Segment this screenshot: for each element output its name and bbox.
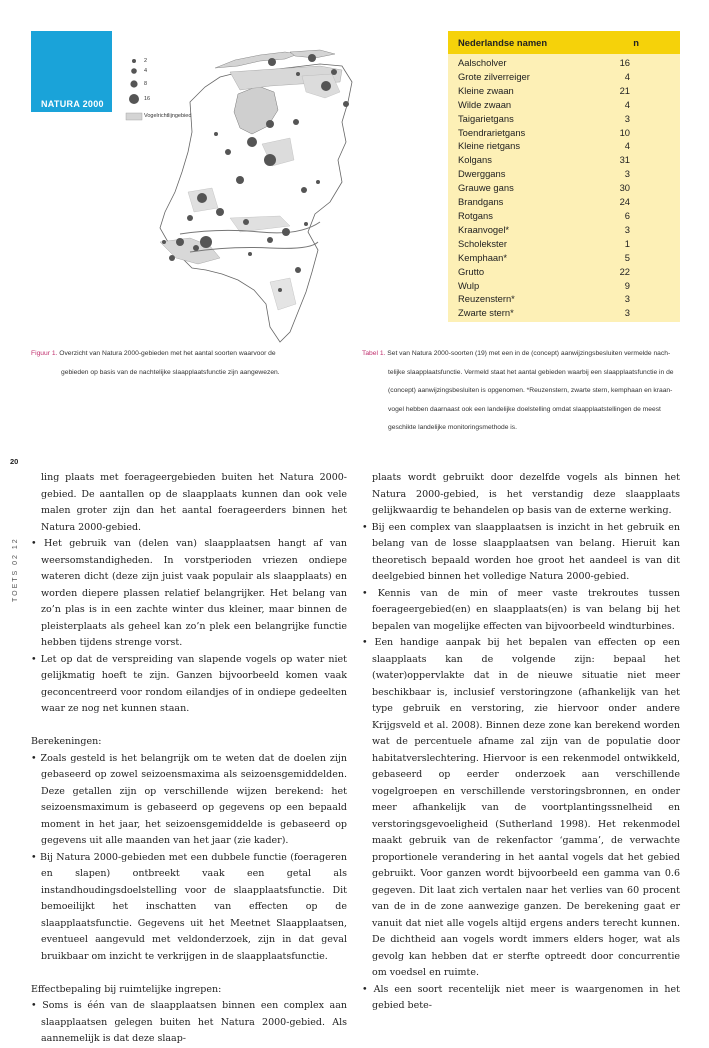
paragraph: • Het gebruik van (delen van) slaapplaatsen hangt af van weersomstandigheden. In vorstperioden vriezen ondiepe wateren dicht (deze zijn juist vaak populair als slaapplaats) en worden diepere plassen relatief belangrijker. Het belang van zo’n plas is in een zachte winter dus kleiner, maar binnen de pleisterplaats als geheel kan zo’n plek een belangrijke functie hebben tijdens strenge vorst.	[31, 538, 347, 648]
species-count: 4	[592, 98, 680, 112]
table-row	[448, 306, 680, 322]
paragraph: • Een handige aanpak bij het bepalen van effecten op een slaapplaats kan de volgende zijn: bepaal het (water)oppervlakte dat in de nieuwe situatie niet meer beschikbaar is, inclusief verstoringzone (afhankelijk van het type gebruik en verstoring, zie hiervoor onder andere Krijgsveld et al. 2008). Binnen deze zone kan berekend worden wat de percentuele afname zal zijn van de populatie door habitatverslechtering. Hiervoor is een rekenmodel ontwikkeld, gebaseerd op eerder onderzoek aan verschillende vogelgroepen en verschillende verstoringsbronnen, en onder meer afhankelijk van de voortplantingssnelheid en verstoringsgevoeligheid (Sutherland 1998). Het rekenmodel maakt gebruik van de rekenfactor ‘gamma’, de verwachte proportionele verandering in het aantal vogels dat het gebied gebruikt. Voor ganzen wordt bijvoorbeeld een gamma van 0.6 gegeven. Dit laat zich vertalen naar het verlies van 60 procent van de in de zone aanwezige ganzen. De berekening gaat er vanuit dat niet alle vogels altijd ergens anders terecht kunnen. De dichtheid aan vogels wordt immers elders hoger, wat als gevolg kan hebben dat er sterfte optreedt door concurrentie om voedsel en ruimte.	[362, 637, 680, 978]
species-count: 10	[592, 126, 680, 140]
figure-caption-line2: gebieden op basis van de nachtelijke slaapplaatsfunctie zijn aangewezen.	[61, 368, 280, 376]
species-name: Grutto	[448, 265, 592, 279]
header-names: Nederlandse namen	[448, 31, 592, 54]
species-count: 4	[592, 139, 680, 153]
species-name: Grote zilverreiger	[448, 70, 592, 84]
table-caption	[362, 345, 680, 438]
paragraph: ling plaats met foerageergebieden buiten het Natura 2000-gebied. De aantallen op de slaapplaats kunnen dan ook vele malen groter zijn dan het aantal foerageerders binnen het Natura 2000-gebied.	[41, 472, 347, 533]
table-row	[448, 279, 680, 293]
species-count: 3	[592, 167, 680, 181]
species-name: Reuzenstern*	[448, 292, 592, 306]
left-column	[31, 470, 347, 1048]
figure-caption-line1: Overzicht van Natura 2000-gebieden met het aantal soorten waarvoor de	[59, 350, 276, 357]
species-count: 4	[592, 70, 680, 84]
table-row	[448, 195, 680, 209]
species-count: 21	[592, 84, 680, 98]
species-name: Kemphaan*	[448, 251, 592, 265]
paragraph-gap	[31, 965, 347, 982]
table-row	[448, 181, 680, 195]
legend-label-2: 2	[144, 58, 148, 64]
species-name: Rotgans	[448, 209, 592, 223]
table-caption-line1: Set van Natura 2000-soorten (19) met een in de (concept) aanwijzingsbesluiten vermelde nach-	[387, 350, 671, 357]
table-row	[448, 251, 680, 265]
journal-name: TOETS 02 12	[12, 537, 19, 602]
species-count: 5	[592, 251, 680, 265]
species-name: Kolgans	[448, 153, 592, 167]
paragraph-gap	[31, 718, 347, 735]
species-name: Kleine zwaan	[448, 84, 592, 98]
figure-caption-label: Figuur 1.	[31, 350, 58, 357]
table-row	[448, 98, 680, 112]
paragraph: • Als een soort recentelijk niet meer is waargenomen in het gebied bete-	[362, 983, 680, 1011]
species-name: Kraanvogel*	[448, 223, 592, 237]
species-name: Dwerggans	[448, 167, 592, 181]
species-name: Wulp	[448, 279, 592, 293]
table-caption-line: (concept) aanwijzingsbesluiten is opgenomen. *Reuzenstern, zwarte stern, kemphaan en kraan-	[388, 387, 673, 394]
paragraph: • Bij een complex van slaapplaatsen is inzicht in het gebruik en belang van de losse slaapplaatsen van belang. Hieruit kan theoretisch bepaald worden hoe groot het aandeel is van dit deelgebied binnen het volledige Natura 2000-gebied.	[362, 521, 680, 582]
species-count: 1	[592, 237, 680, 251]
species-name: Zwarte stern*	[448, 306, 592, 322]
table-row	[448, 292, 680, 306]
table-row	[448, 54, 680, 70]
badge-label: NATURA 2000	[41, 99, 104, 109]
species-count: 3	[592, 223, 680, 237]
table-row	[448, 209, 680, 223]
species-name: Toendrarietgans	[448, 126, 592, 140]
paragraph: Berekeningen:	[31, 736, 102, 747]
species-name: Grauwe gans	[448, 181, 592, 195]
table-row	[448, 153, 680, 167]
species-count: 9	[592, 279, 680, 293]
paragraph: Effectbepaling bij ruimtelijke ingrepen:	[31, 983, 222, 995]
legend-label-4: 4	[144, 68, 148, 74]
table-body	[448, 54, 680, 322]
paragraph: plaats wordt gebruikt door dezelfde vogels als binnen het Natura 2000-gebied, is het verstandig deze slaapplaats gelijkwaardig te behandelen op basis van de externe werking.	[372, 472, 680, 516]
right-column	[362, 470, 680, 1015]
species-name: Wilde zwaan	[448, 98, 592, 112]
table-caption-line: vogel hebben daarnaast ook een landelijke doelstelling omdat slaapplaatstellingen de meest	[388, 405, 661, 413]
species-count: 3	[592, 112, 680, 126]
species-table	[448, 31, 680, 322]
species-count: 30	[592, 181, 680, 195]
species-count: 3	[592, 306, 680, 322]
table-row	[448, 237, 680, 251]
species-name: Kleine rietgans	[448, 139, 592, 153]
legend-label-8: 8	[144, 81, 148, 87]
table-row	[448, 139, 680, 153]
species-count: 3	[592, 292, 680, 306]
table-row	[448, 112, 680, 126]
header-n: n	[592, 31, 680, 54]
species-count: 31	[592, 153, 680, 167]
species-name: Brandgans	[448, 195, 592, 209]
table-row	[448, 126, 680, 140]
natura-2000-badge	[31, 31, 112, 112]
species-name: Aalscholver	[448, 54, 592, 70]
species-name: Scholekster	[448, 237, 592, 251]
species-count: 16	[592, 54, 680, 70]
paragraph: • Kennis van de min of meer vaste trekroutes tussen foerageergebied(en) en slaapplaats(en) is van belang bij het bepalen van mogelijke effecten van bijvoorbeeld windturbines.	[362, 587, 680, 632]
table-row	[448, 223, 680, 237]
paragraph: • Zoals gesteld is het belangrijk om te weten dat de doelen zijn gebaseerd op zowel seizoensmaxima als seizoensgemiddelden. Deze getallen zijn op verschillende wijzen berekend: het seizoensmaximum is gebaseerd op gegevens op een bepaald moment in het jaar, het seizoensgemiddelde is gebaseerd op gegevens uit alle maanden van het jaar (zie kader).	[31, 752, 347, 846]
legend-label-16: 16	[144, 96, 151, 102]
species-count: 24	[592, 195, 680, 209]
paragraph: • Soms is één van de slaapplaatsen binnen een complex aan slaapplaatsen gelegen buiten het Natura 2000-gebied. Als aannemelijk is dat deze slaap-	[31, 1000, 347, 1044]
page-number: 20	[10, 457, 19, 466]
species-name: Taigarietgans	[448, 112, 592, 126]
table-row	[448, 167, 680, 181]
table-row	[448, 70, 680, 84]
table-caption-line: telijke slaapplaatsfunctie. Vermeld staat het aantal gebieden waarbij een slaapplaatsfunctie in de	[388, 368, 674, 376]
table-row	[448, 265, 680, 279]
paragraph: • Bij Natura 2000-gebieden met een dubbele functie (foerageren en slapen) ontbreekt vaak een getal als instandhoudingsdoelstelling voor de slaapplaatsfunctie. Dit bemoeilijkt het inschatten van effecten op de slaapplaatsfunctie. Gegevens uit het Meetnet Slaapplaatsen, eventueel aangevuld met veldonderzoek, zijn in dat geval bruikbaar om inzicht te verkrijgen in de slaapplaatsfunctie.	[31, 851, 347, 962]
paragraph: • Let op dat de verspreiding van slapende vogels op water niet gelijkmatig hoeft te zijn. Ganzen bijvoorbeeld komen vaak geconcentreerd voor rondom eilandjes of in ondiepe gedeelten waar ze nog net kunnen staan.	[31, 653, 347, 714]
legend-label-area: Vogelrichtlijngebied	[144, 113, 192, 119]
species-count: 22	[592, 265, 680, 279]
table-caption-line: geschikte landelijke monitoringsmethode is.	[388, 424, 517, 431]
table-caption-label: Tabel 1.	[362, 350, 386, 357]
table-row	[448, 84, 680, 98]
figure-caption	[31, 345, 331, 382]
species-count: 6	[592, 209, 680, 223]
table-header-row	[448, 31, 680, 54]
